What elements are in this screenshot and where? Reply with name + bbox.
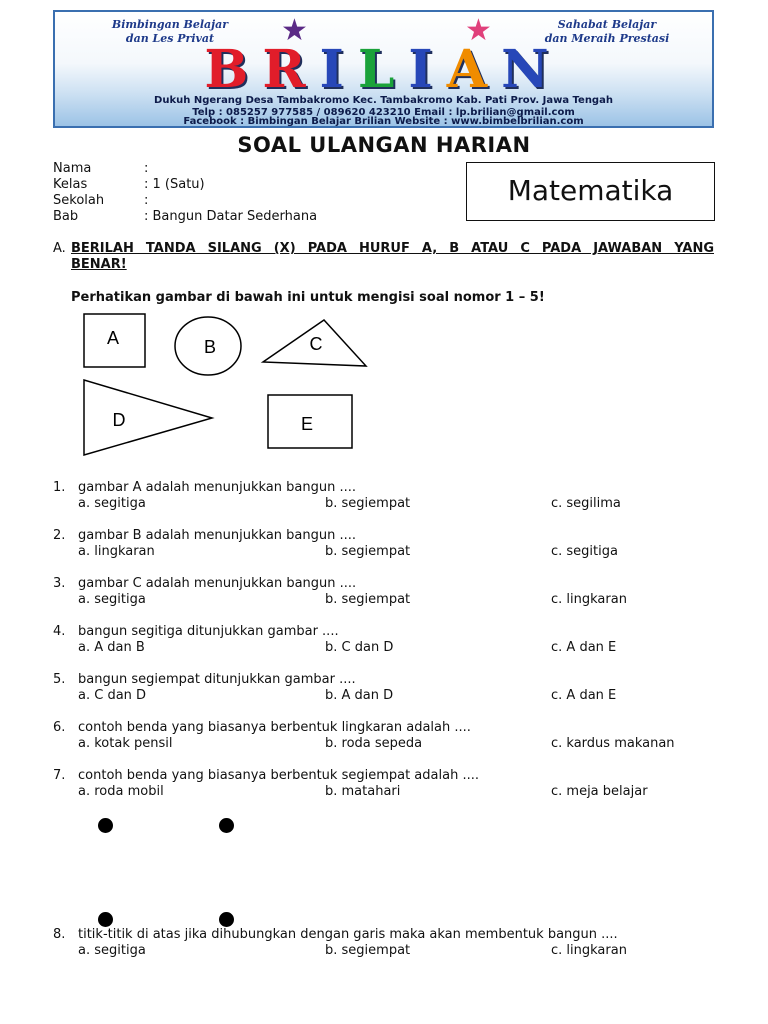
question-number: 2. — [53, 528, 66, 543]
banner-address: Dukuh Ngerang Desa Tambakromo Kec. Tambakromo Kab. Pati Prov. Jawa Tengah — [154, 95, 613, 106]
question-stem: gambar A adalah menunjukkan bangun .... — [78, 480, 356, 495]
shape-d-triangle — [84, 380, 212, 455]
question-number: 5. — [53, 672, 66, 687]
option-b: b. matahari — [325, 784, 401, 799]
brand-letter-r: R — [262, 39, 320, 100]
question-stem: contoh benda yang biasanya berbentuk lingkaran adalah .... — [78, 720, 471, 735]
purple-star-icon: ★ — [281, 13, 308, 48]
brand-letter-a: A — [446, 39, 502, 100]
option-c: c. lingkaran — [551, 943, 627, 958]
bab-value: : Bangun Datar Sederhana — [144, 209, 318, 224]
subject-box: Matematika — [466, 162, 715, 221]
pink-star-icon: ★ — [465, 13, 492, 48]
banner-contact: Telp : 085257 977585 / 089620 423210 Email : lp.brilian@gmail.com — [192, 107, 575, 118]
dot-bottom-left — [98, 912, 113, 927]
brand-letter-l: L — [357, 39, 409, 100]
brand-letter-i2: I — [408, 39, 447, 100]
option-b: b. roda sepeda — [325, 736, 423, 751]
option-c: c. segilima — [551, 496, 621, 511]
section-a-text-line1: BERILAH TANDA SILANG (X) PADA HURUF A, B ATAU C PADA JAWABAN YANG — [71, 241, 714, 256]
nama-value: : — [144, 161, 149, 176]
shape-c-label: C — [309, 334, 323, 354]
question-number: 3. — [53, 576, 66, 591]
figure-instruction: Perhatikan gambar di bawah ini untuk mengisi soal nomor 1 – 5! — [71, 290, 545, 305]
kelas-label: Kelas — [53, 177, 88, 192]
option-b: b. A dan D — [325, 688, 394, 703]
dot-top-left — [98, 818, 113, 833]
option-b: b. segiempat — [325, 943, 411, 958]
brand-letter-n: N — [501, 39, 563, 100]
question-stem: bangun segitiga ditunjukkan gambar .... — [78, 624, 339, 639]
banner-left-tagline-line1: Bimbingan Belajar — [111, 18, 229, 31]
option-c: c. segitiga — [551, 544, 618, 559]
shapes-figure — [0, 0, 768, 470]
sekolah-value: : — [144, 193, 149, 208]
question-stem: contoh benda yang biasanya berbentuk segiempat adalah .... — [78, 768, 479, 783]
option-a: a. roda mobil — [78, 784, 164, 799]
option-c: c. A dan E — [551, 640, 617, 655]
question-stem: gambar B adalah menunjukkan bangun .... — [78, 528, 357, 543]
question-number: 6. — [53, 720, 66, 735]
brand-letter-i: I — [319, 39, 358, 100]
option-a: a. lingkaran — [78, 544, 155, 559]
shape-e-label: E — [300, 414, 314, 434]
question-number: 1. — [53, 480, 66, 495]
banner-left-tagline-line2: dan Les Privat — [125, 32, 215, 45]
option-a: a. segitiga — [78, 496, 146, 511]
bab-label: Bab — [53, 209, 79, 224]
option-c: c. A dan E — [551, 688, 617, 703]
option-a: a. segitiga — [78, 592, 146, 607]
question-number: 8. — [53, 927, 66, 942]
nama-label: Nama — [53, 161, 92, 176]
option-b: b. segiempat — [325, 544, 411, 559]
option-a: a. segitiga — [78, 943, 146, 958]
question-stem: titik-titik di atas jika dihubungkan dengan garis maka akan membentuk bangun .... — [78, 927, 618, 942]
section-a-text-line2: BENAR! — [71, 257, 127, 272]
question-number: 7. — [53, 768, 66, 783]
section-a-marker: A. — [53, 241, 66, 256]
page-title: SOAL ULANGAN HARIAN — [237, 133, 531, 157]
option-b: b. segiempat — [325, 496, 411, 511]
question-number: 4. — [53, 624, 66, 639]
dot-bottom-right — [219, 912, 234, 927]
option-c: c. lingkaran — [551, 592, 627, 607]
sekolah-label: Sekolah — [53, 193, 105, 208]
option-a: a. kotak pensil — [78, 736, 173, 751]
banner-social: Facebook : Bimbingan Belajar Brilian Website : www.bimbelbrilian.com — [183, 116, 584, 127]
option-b: b. segiempat — [325, 592, 411, 607]
shape-a-label: A — [106, 328, 120, 348]
question-stem: gambar C adalah menunjukkan bangun .... — [78, 576, 357, 591]
kelas-value: : 1 (Satu) — [144, 177, 205, 192]
question-stem: bangun segiempat ditunjukkan gambar .... — [78, 672, 356, 687]
shape-d-label: D — [112, 410, 126, 430]
brand-letter-b: B — [204, 39, 263, 100]
option-c: c. meja belajar — [551, 784, 648, 799]
banner-right-tagline-line1: Sahabat Belajar — [557, 18, 657, 31]
dot-top-right — [219, 818, 234, 833]
option-a: a. A dan B — [78, 640, 145, 655]
shape-b-label: B — [203, 337, 217, 357]
banner-right-tagline-line2: dan Meraih Prestasi — [544, 32, 670, 45]
option-a: a. C dan D — [78, 688, 147, 703]
option-c: c. kardus makanan — [551, 736, 675, 751]
option-b: b. C dan D — [325, 640, 394, 655]
